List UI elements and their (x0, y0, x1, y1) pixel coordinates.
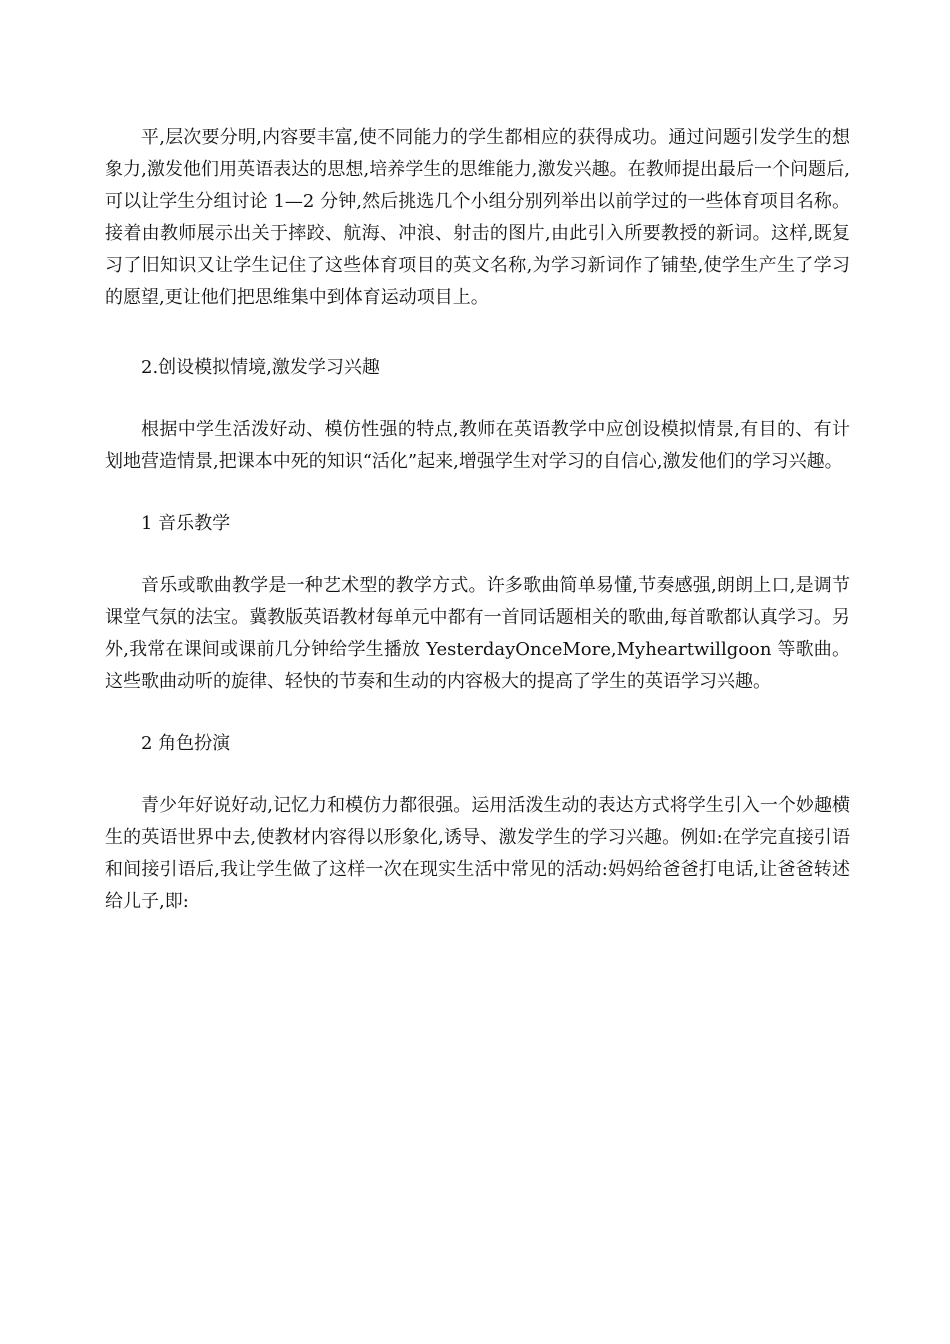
section-heading-simulated-situation: 2.创设模拟情境,激发学习兴趣 (141, 357, 380, 378)
paragraph-music-teaching: 音乐或歌曲教学是一种艺术型的教学方式。许多歌曲简单易懂,节奏感强,朗朗上口,是调节课堂气氛的法宝。冀教版英语教材每单元中都有一首同话题相关的歌曲,每首歌都认真学习。另外,我常在课间或课前几分钟给学生播放 YesterdayOnceMore,Myheartwillgoon 等歌曲。这些歌曲动听的旋律、轻快的节奏和生动的内容极大的提高了学生的英语学习兴趣。 (105, 575, 850, 692)
paragraph-simulated-situation: 根据中学生活泼好动、模仿性强的特点,教师在英语教学中应创设模拟情景,有目的、有计划地营造情景,把课本中死的知识“活化”起来,增强学生对学习的自信心,激发他们的学习兴趣。 (105, 419, 850, 472)
spacer (105, 540, 850, 570)
paragraph-role-play: 青少年好说好动,记忆力和模仿力都很强。运用活泼生动的表达方式将学生引入一个妙趣横生的英语世界中去,使教材内容得以形象化,诱导、激发学生的学习兴趣。例如:在学完直接引语和间接引语后,我让学生做了这样一次在现实生活中常见的活动:妈妈给爸爸打电话,让爸爸转述给儿子,即: (105, 795, 850, 912)
subheading-music-teaching: 1 音乐教学 (141, 513, 231, 534)
spacer (105, 760, 850, 790)
spacer (105, 384, 850, 414)
document-body (105, 122, 850, 918)
paragraph-sports-vocabulary: 平,层次要分明,内容要丰富,使不同能力的学生都相应的获得成功。通过问题引发学生的想象力,激发他们用英语表达的思想,培养学生的思维能力,激发兴趣。在教师提出最后一个问题后,可以让学生分组讨论 1—2 分钟,然后挑选几个小组分别列举出以前学过的一些体育项目名称。接着由教师展示出关于摔跤、航海、冲浪、射击的图片,由此引入所要教授的新词。这样,既复习了旧知识又让学生记住了这些体育项目的英文名称,为学习新词作了铺垫,使学生产生了学习的愿望,更让他们把思维集中到体育运动项目上。 (105, 127, 850, 308)
subheading-role-play: 2 角色扮演 (141, 733, 231, 754)
spacer (105, 314, 850, 352)
spacer (105, 698, 850, 728)
spacer (105, 478, 850, 508)
